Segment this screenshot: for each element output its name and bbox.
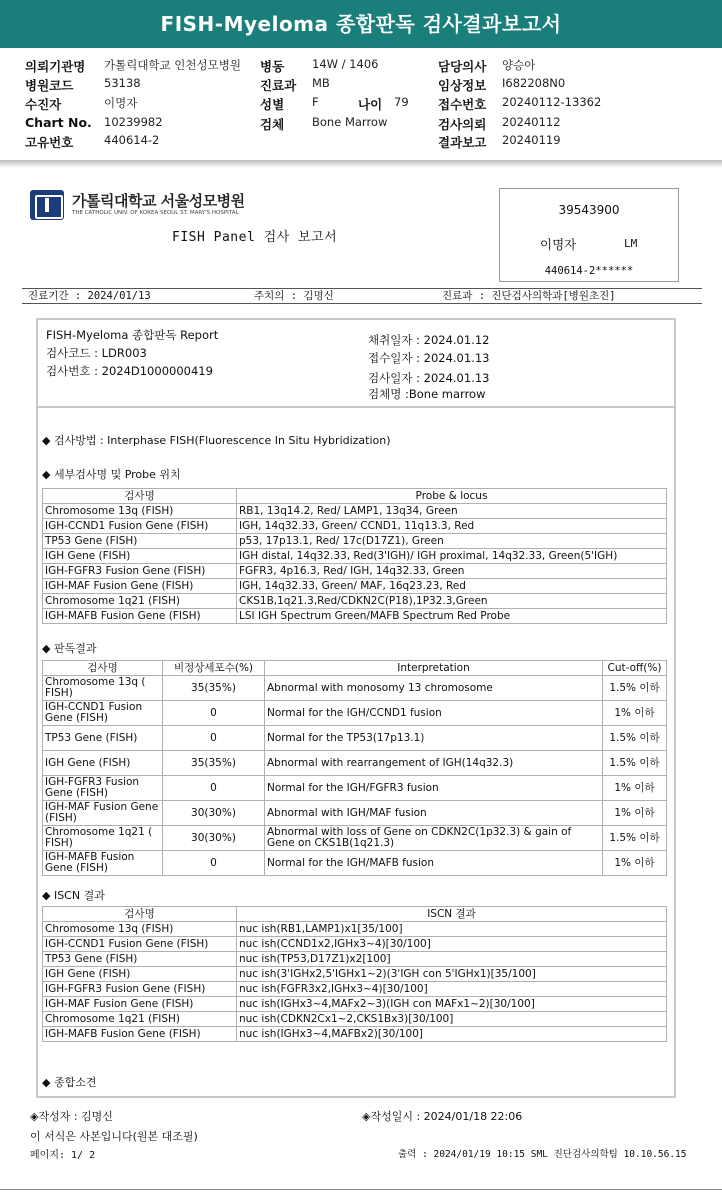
probe-row (43, 594, 667, 609)
written-datetime: ◈작성일시 : 2024/01/18 22:06 (362, 1110, 523, 1123)
patient-id-box (499, 188, 679, 282)
probe-cell: IGH-FGFR3 Fusion Gene (FISH) (43, 564, 237, 579)
result-row (43, 751, 667, 776)
iscn-cell: nuc ish(IGHx3~4,MAFx2~3)(IGH con MAFx1~2)[30/100] (237, 997, 667, 1012)
iscn-row (43, 967, 667, 982)
hospital-name: 가톨릭대학교 서울성모병원 (72, 192, 245, 210)
section-divider (0, 160, 722, 168)
patient-info-panel (0, 52, 722, 152)
probe-row (43, 564, 667, 579)
visit-info-line (22, 288, 702, 304)
probe-section-title: ◆ 세부검사명 및 Probe 위치 (42, 468, 181, 481)
iscn-table-header (43, 907, 667, 922)
iscn-cell: Chromosome 13q (FISH) (43, 922, 237, 937)
print-info: 출력 : 2024/01/19 10:15 SML 진단검사의학팀 10.10.56.15 (398, 1149, 687, 1160)
result-header-cell: Cut-off(%) (603, 661, 667, 676)
receive-date: 접수일자 : 2024.01.13 (368, 351, 490, 365)
iscn-table (42, 906, 667, 1042)
hospital-english-name: THE CATHOLIC UNIV. OF KOREA SEOUL ST. MARY'S HOSPITAL (72, 210, 239, 216)
examinee-value: 이명자 (104, 96, 138, 110)
probe-cell: IGH-CCND1 Fusion Gene (FISH) (43, 519, 237, 534)
result-cell: 0 (163, 851, 265, 876)
hospital-code-value: 53138 (104, 76, 141, 90)
iscn-cell: nuc ish(CDKN2Cx1~2,CKS1Bx3)[30/100] (237, 1012, 667, 1027)
iscn-cell: Chromosome 1q21 (FISH) (43, 1012, 237, 1027)
result-cell: 0 (163, 701, 265, 726)
result-row (43, 676, 667, 701)
result-cell: Normal for the TP53(17p13.1) (265, 726, 603, 751)
report-body (36, 318, 676, 1098)
result-cell: 1.5% 이하 (603, 826, 667, 851)
sex-value: F (312, 95, 319, 109)
patient-id-name: 이명자 (540, 237, 577, 252)
hospital-code-label: 병원코드 (25, 78, 74, 93)
result-row (43, 801, 667, 826)
result-table-header (43, 661, 667, 676)
probe-row (43, 549, 667, 564)
report-name: FISH-Myeloma 종합판독 Report (46, 328, 219, 342)
summary-section-title: ◆ 종합소견 (42, 1076, 97, 1089)
result-cell: Abnormal with monosomy 13 chromosome (265, 676, 603, 701)
specimen-label: 검체 (260, 117, 285, 132)
visit-department: 진료과 : 진단검사의학과[병원초진] (442, 290, 616, 302)
result-cell: 35(35%) (163, 676, 265, 701)
result-cell: 1% 이하 (603, 701, 667, 726)
ward-label: 병동 (260, 59, 285, 74)
request-value: 20240112 (502, 115, 561, 129)
examinee-label: 수진자 (25, 97, 62, 112)
probe-cell: Chromosome 13q (FISH) (43, 504, 237, 519)
result-cell: 1% 이하 (603, 851, 667, 876)
age-value: 79 (394, 95, 409, 109)
iscn-cell: TP53 Gene (FISH) (43, 952, 237, 967)
receipt-label: 접수번호 (438, 97, 487, 112)
probe-row (43, 504, 667, 519)
result-cell: 30(30%) (163, 826, 265, 851)
result-cell: Abnormal with rearrangement of IGH(14q32.3) (265, 751, 603, 776)
patient-id-rrn: 440614-2****** (544, 265, 634, 277)
page-number: 페이지: 1/ 2 (30, 1150, 96, 1161)
iscn-cell: nuc ish(3'IGHx2,5'IGHx1~2)(3'IGH con 5'IGHx1)[35/100] (237, 967, 667, 982)
probe-cell: IGH, 14q32.33, Green/ MAF, 16q23.23, Red (237, 579, 667, 594)
probe-header-cell: Probe & locus (237, 489, 667, 504)
age-label: 나이 (358, 97, 383, 112)
result-cell: 1% 이하 (603, 801, 667, 826)
copy-notice: 이 서식은 사본입니다(원본 대조필) (30, 1130, 198, 1143)
probe-table (42, 488, 667, 624)
clinical-value: I682208N0 (502, 76, 566, 90)
fish-report-page (22, 178, 702, 1178)
sex-label: 성별 (260, 97, 285, 112)
visit-period: 진료기간 : 2024/01/13 (28, 290, 151, 302)
result-cell: TP53 Gene (FISH) (43, 726, 163, 751)
result-cell: Chromosome 13q ( FISH) (43, 676, 163, 701)
test-date: 검사일자 : 2024.01.13 (368, 371, 490, 385)
report-title: FISH Panel 검사 보고서 (172, 230, 338, 245)
result-row (43, 851, 667, 876)
unique-no-label: 고유번호 (25, 135, 74, 150)
author: ◈작성자 : 김명신 (30, 1110, 113, 1123)
dept-label: 진료과 (260, 78, 297, 93)
institution-label: 의뢰기관명 (25, 59, 86, 74)
probe-cell: IGH-MAF Fusion Gene (FISH) (43, 579, 237, 594)
result-cell: Chromosome 1q21 ( FISH) (43, 826, 163, 851)
dept-value: MB (312, 76, 330, 90)
iscn-row (43, 1027, 667, 1042)
iscn-cell: IGH-MAF Fusion Gene (FISH) (43, 997, 237, 1012)
iscn-header-cell: ISCN 결과 (237, 907, 667, 922)
test-number: 검사번호 : 2024D1000000419 (46, 364, 213, 378)
iscn-cell: IGH-MAFB Fusion Gene (FISH) (43, 1027, 237, 1042)
chart-no-label: Chart No. (25, 115, 92, 130)
iscn-row (43, 937, 667, 952)
patient-id-code: LM (624, 237, 638, 250)
result-cell: IGH-FGFR3 Fusion Gene (FISH) (43, 776, 163, 801)
result-cell: 0 (163, 726, 265, 751)
probe-row (43, 579, 667, 594)
hospital-logo (30, 188, 270, 224)
iscn-cell: nuc ish(IGHx3~4,MAFBx2)[30/100] (237, 1027, 667, 1042)
result-cell: Normal for the IGH/FGFR3 fusion (265, 776, 603, 801)
unique-no-value: 440614-2 (104, 133, 160, 147)
result-cell: IGH-CCND1 Fusion Gene (FISH) (43, 701, 163, 726)
result-row (43, 701, 667, 726)
result-row (43, 726, 667, 751)
iscn-row (43, 922, 667, 937)
iscn-row (43, 1012, 667, 1027)
result-cell: Abnormal with loss of Gene on CDKN2C(1p32.3) & gain of Gene on CKS1B(1q21.3) (265, 826, 603, 851)
result-cell: IGH-MAF Fusion Gene (FISH) (43, 801, 163, 826)
iscn-row (43, 997, 667, 1012)
iscn-cell: IGH-FGFR3 Fusion Gene (FISH) (43, 982, 237, 997)
probe-cell: IGH Gene (FISH) (43, 549, 237, 564)
result-cell: IGH Gene (FISH) (43, 751, 163, 776)
institution-value: 가톨릭대학교 인천성모병원 (104, 58, 241, 72)
result-header-cell: Interpretation (265, 661, 603, 676)
result-cell: 1% 이하 (603, 776, 667, 801)
report-date-label: 결과보고 (438, 135, 487, 150)
chart-no-value: 10239982 (104, 115, 163, 129)
probe-cell: FGFR3, 4p16.3, Red/ IGH, 14q32.33, Green (237, 564, 667, 579)
patient-id-number: 39543900 (558, 203, 620, 217)
result-cell: IGH-MAFB Fusion Gene (FISH) (43, 851, 163, 876)
report-date-value: 20240119 (502, 133, 561, 147)
hospital-emblem-icon (30, 190, 64, 220)
result-cell: 0 (163, 776, 265, 801)
bottom-divider (0, 1189, 722, 1190)
iscn-section-title: ◆ ISCN 결과 (42, 889, 105, 902)
result-cell: 1.5% 이하 (603, 751, 667, 776)
probe-cell: p53, 17p13.1, Red/ 17c(D17Z1), Green (237, 534, 667, 549)
probe-row (43, 519, 667, 534)
probe-row (43, 534, 667, 549)
probe-row (43, 609, 667, 624)
iscn-cell: nuc ish(CCND1x2,IGHx3~4)[30/100] (237, 937, 667, 952)
test-code: 검사코드 : LDR003 (46, 346, 147, 360)
result-row (43, 826, 667, 851)
probe-cell: CKS1B,1q21.3,Red/CDKN2C(P18),1P32.3,Green (237, 594, 667, 609)
ward-value: 14W / 1406 (312, 57, 379, 71)
iscn-cell: nuc ish(RB1,LAMP1)x1[35/100] (237, 922, 667, 937)
result-header-cell: 비정상세포수(%) (163, 661, 265, 676)
doctor-value: 양승아 (502, 58, 536, 72)
collect-date: 채취일자 : 2024.01.12 (368, 333, 490, 347)
probe-cell: IGH, 14q32.33, Green/ CCND1, 11q13.3, Red (237, 519, 667, 534)
probe-header-cell: 검사명 (43, 489, 237, 504)
attending-physician: 주치의 : 김명신 (254, 290, 334, 302)
probe-cell: IGH distal, 14q32.33, Red(3'IGH)/ IGH proximal, 14q32.33, Green(5'IGH) (237, 549, 667, 564)
result-cell: 35(35%) (163, 751, 265, 776)
iscn-header-cell: 검사명 (43, 907, 237, 922)
probe-cell: LSI IGH Spectrum Green/MAFB Spectrum Red Probe (237, 609, 667, 624)
doctor-label: 담당의사 (438, 59, 487, 74)
result-row (43, 776, 667, 801)
probe-table-header (43, 489, 667, 504)
specimen-value: Bone Marrow (312, 115, 388, 129)
receipt-value: 20240112-13362 (502, 95, 602, 109)
request-label: 검사의뢰 (438, 117, 487, 132)
result-section-title: ◆ 판독결과 (42, 642, 97, 655)
iscn-cell: IGH-CCND1 Fusion Gene (FISH) (43, 937, 237, 952)
probe-cell: IGH-MAFB Fusion Gene (FISH) (43, 609, 237, 624)
result-table (42, 660, 667, 876)
specimen-name: 검체명 :Bone marrow (368, 387, 486, 401)
iscn-cell: nuc ish(TP53,D17Z1)x2[100] (237, 952, 667, 967)
iscn-cell: nuc ish(FGFR3x2,IGHx3~4)[30/100] (237, 982, 667, 997)
report-banner-title: FISH-Myeloma 종합판독 검사결과보고서 (0, 0, 722, 48)
probe-cell: RB1, 13q14.2, Red/ LAMP1, 13q34, Green (237, 504, 667, 519)
probe-cell: TP53 Gene (FISH) (43, 534, 237, 549)
result-cell: 1.5% 이하 (603, 726, 667, 751)
method-text: ◆ 검사방법 : Interphase FISH(Fluorescence In Situ Hybridization) (42, 434, 391, 447)
clinical-label: 임상정보 (438, 78, 487, 93)
iscn-row (43, 952, 667, 967)
result-header-cell: 검사명 (43, 661, 163, 676)
probe-cell: Chromosome 1q21 (FISH) (43, 594, 237, 609)
result-cell: Abnormal with IGH/MAF fusion (265, 801, 603, 826)
result-cell: 30(30%) (163, 801, 265, 826)
result-cell: Normal for the IGH/MAFB fusion (265, 851, 603, 876)
iscn-row (43, 982, 667, 997)
result-cell: 1.5% 이하 (603, 676, 667, 701)
iscn-cell: IGH Gene (FISH) (43, 967, 237, 982)
report-header-section (38, 320, 674, 408)
result-cell: Normal for the IGH/CCND1 fusion (265, 701, 603, 726)
